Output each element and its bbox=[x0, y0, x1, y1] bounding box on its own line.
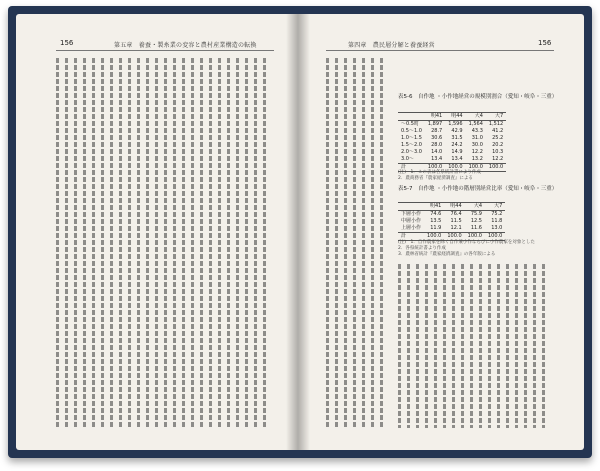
table-note-line: 3．農林省統計『農家経済調査』の各年版による bbox=[398, 252, 496, 257]
table-cell: 13.2 bbox=[471, 156, 483, 162]
table-cell: 42.9 bbox=[451, 128, 463, 134]
table1-notes bbox=[398, 170, 481, 182]
table-cell: 11.6 bbox=[470, 225, 482, 231]
table-cell: 13.4 bbox=[431, 156, 443, 162]
text-column-line bbox=[74, 58, 77, 428]
table-row bbox=[398, 218, 505, 225]
table-cell: 75.9 bbox=[465, 211, 485, 219]
table2-title: 表5-7 自作地 ・小作地の階層別経営比率（愛知・岐阜・三重） bbox=[398, 186, 558, 192]
text-column-line bbox=[371, 58, 374, 428]
table-note-line: (注) 1．自作農家を除く自作兼小作ならびに小作農家を対象とした bbox=[398, 240, 535, 245]
left-page bbox=[16, 14, 302, 450]
left-header-rule bbox=[56, 50, 274, 51]
table-cell: 100.0 bbox=[445, 164, 465, 172]
right-page-number: 156 bbox=[538, 39, 552, 47]
right-header-rule bbox=[326, 50, 554, 51]
table-cell: 11.8 bbox=[491, 218, 503, 224]
table-header-cell: 大7 bbox=[485, 203, 505, 211]
table-cell: 10.3 bbox=[492, 149, 504, 155]
table-cell: 14.9 bbox=[451, 149, 463, 155]
text-column-line bbox=[245, 58, 248, 428]
text-column-line bbox=[110, 58, 113, 428]
table-cell: 上層小作 bbox=[401, 225, 422, 231]
table-cell: 1,564 bbox=[466, 121, 486, 129]
table-header-cell: 大4 bbox=[465, 203, 485, 211]
table-cell: 100.0 bbox=[465, 233, 485, 241]
table-row bbox=[398, 135, 506, 142]
text-column-line bbox=[497, 264, 500, 428]
table-cell: 30.6 bbox=[431, 135, 443, 141]
table-cell: 100.0 bbox=[424, 233, 444, 241]
right-running-header: 第四章 農民層分解と養蚕経営 bbox=[348, 42, 435, 49]
text-column-line bbox=[83, 58, 86, 428]
table-cell: 計 bbox=[398, 233, 424, 241]
text-column-line bbox=[362, 58, 365, 428]
text-column-line bbox=[227, 58, 230, 428]
table-cell: 12.1 bbox=[450, 225, 462, 231]
table-header-cell: 大7 bbox=[486, 113, 506, 121]
text-column-line bbox=[479, 264, 482, 428]
text-column-line bbox=[146, 58, 149, 428]
table-cell: 28.0 bbox=[431, 142, 443, 148]
table-row bbox=[398, 211, 505, 219]
table-cell: 11.5 bbox=[450, 218, 462, 224]
text-column-line bbox=[488, 264, 491, 428]
table-cell: 31.0 bbox=[471, 135, 483, 141]
table1-title: 表5-6 自作地 ・小作地経営の規模別割合（愛知・岐阜・三重） bbox=[398, 94, 558, 100]
text-column-line bbox=[443, 264, 446, 428]
text-column-line bbox=[353, 58, 356, 428]
table-cell: 74.6 bbox=[424, 211, 444, 219]
table-cell: 下層小作 bbox=[398, 211, 424, 219]
table-cell: 12.2 bbox=[492, 156, 504, 162]
table-row bbox=[398, 156, 506, 164]
text-column-line bbox=[506, 264, 509, 428]
left-text-columns bbox=[56, 58, 278, 428]
text-column-line bbox=[542, 264, 545, 428]
table-cell: 100.0 bbox=[425, 164, 445, 172]
text-column-line bbox=[470, 264, 473, 428]
table-row bbox=[398, 142, 506, 149]
text-column-line bbox=[65, 58, 68, 428]
right-page bbox=[298, 14, 584, 450]
text-column-line bbox=[182, 58, 185, 428]
table-cell: 計 bbox=[398, 164, 425, 172]
text-column-line bbox=[452, 264, 455, 428]
text-column-line bbox=[344, 58, 347, 428]
text-column-line bbox=[398, 264, 401, 428]
table-cell: 24.2 bbox=[451, 142, 463, 148]
table1 bbox=[398, 112, 506, 172]
table-cell: 100.0 bbox=[486, 164, 506, 172]
text-column-line bbox=[155, 58, 158, 428]
table-cell: 1,897 bbox=[425, 121, 445, 129]
table-cell: 14.0 bbox=[431, 149, 443, 155]
table-cell: 13.5 bbox=[430, 218, 442, 224]
table-cell: 100.0 bbox=[466, 164, 486, 172]
table-cell: 2.0～3.0 bbox=[401, 149, 422, 155]
table-row bbox=[398, 121, 506, 129]
text-column-line bbox=[263, 58, 266, 428]
text-column-line bbox=[236, 58, 239, 428]
table2 bbox=[398, 202, 505, 241]
table-cell: 11.9 bbox=[430, 225, 442, 231]
table-cell: 41.2 bbox=[492, 128, 504, 134]
text-column-line bbox=[218, 58, 221, 428]
table-header-cell: 明41 bbox=[425, 113, 445, 121]
text-column-line bbox=[326, 58, 329, 428]
table-header-cell: 明44 bbox=[445, 113, 465, 121]
table-cell: 20.2 bbox=[492, 142, 504, 148]
text-column-line bbox=[164, 58, 167, 428]
text-column-line bbox=[416, 264, 419, 428]
text-column-line bbox=[119, 58, 122, 428]
table-cell: 25.2 bbox=[492, 135, 504, 141]
text-column-line bbox=[425, 264, 428, 428]
text-column-line bbox=[209, 58, 212, 428]
table-cell: 31.5 bbox=[451, 135, 463, 141]
table-note-line: 2．農商務省『農家経済調査』による bbox=[398, 176, 473, 181]
book-gutter bbox=[286, 14, 310, 450]
table-row bbox=[398, 225, 505, 233]
table-header-cell: 大4 bbox=[466, 113, 486, 121]
text-column-line bbox=[434, 264, 437, 428]
table-row bbox=[398, 128, 506, 135]
table-row bbox=[398, 149, 506, 156]
table-header-cell: 明41 bbox=[424, 203, 444, 211]
table-cell: 30.0 bbox=[471, 142, 483, 148]
table-cell: 100.0 bbox=[444, 233, 464, 241]
table-cell: 13.4 bbox=[451, 156, 463, 162]
table-header-cell bbox=[398, 113, 425, 121]
table-cell: ～0.5町 bbox=[398, 121, 425, 129]
text-column-line bbox=[461, 264, 464, 428]
table-cell: 100.0 bbox=[485, 233, 505, 241]
table-header-cell bbox=[398, 203, 424, 211]
table-cell: 13.0 bbox=[491, 225, 503, 231]
text-column-line bbox=[137, 58, 140, 428]
table-cell: 12.5 bbox=[470, 218, 482, 224]
table-cell: 43.3 bbox=[471, 128, 483, 134]
table-note-line: 2．各県統計書より作成 bbox=[398, 246, 446, 251]
text-column-line bbox=[380, 58, 383, 428]
table-cell: 1.5～2.0 bbox=[401, 142, 422, 148]
text-column-line bbox=[335, 58, 338, 428]
text-column-line bbox=[173, 58, 176, 428]
table-cell: 1,596 bbox=[445, 121, 465, 129]
table-cell: 中層小作 bbox=[401, 218, 422, 224]
table-header-cell: 明44 bbox=[444, 203, 464, 211]
table-cell: 3.0～ bbox=[401, 156, 414, 162]
text-column-line bbox=[56, 58, 59, 428]
table-cell: 0.5～1.0 bbox=[401, 128, 422, 134]
right-text-columns-left bbox=[326, 58, 396, 428]
table2-notes bbox=[398, 240, 535, 258]
table-cell: 75.2 bbox=[485, 211, 505, 219]
text-column-line bbox=[515, 264, 518, 428]
table-cell: 76.4 bbox=[444, 211, 464, 219]
table-cell: 28.7 bbox=[431, 128, 443, 134]
text-column-line bbox=[191, 58, 194, 428]
table-cell: 1.0～1.5 bbox=[401, 135, 422, 141]
right-text-columns-bottom bbox=[398, 264, 554, 428]
text-column-line bbox=[533, 264, 536, 428]
left-running-header: 第五章 養蚕・製糸業の変容と農村産業構造の転換 bbox=[114, 42, 257, 49]
text-column-line bbox=[92, 58, 95, 428]
table-cell: 12.2 bbox=[471, 149, 483, 155]
text-column-line bbox=[524, 264, 527, 428]
text-column-line bbox=[128, 58, 131, 428]
table-cell: 1,512 bbox=[486, 121, 506, 129]
text-column-line bbox=[254, 58, 257, 428]
table-note-line: (注) 1．この表は各県統計書により作成 bbox=[398, 170, 481, 175]
text-column-line bbox=[101, 58, 104, 428]
left-page-number: 156 bbox=[60, 39, 74, 47]
text-column-line bbox=[407, 264, 410, 428]
text-column-line bbox=[200, 58, 203, 428]
